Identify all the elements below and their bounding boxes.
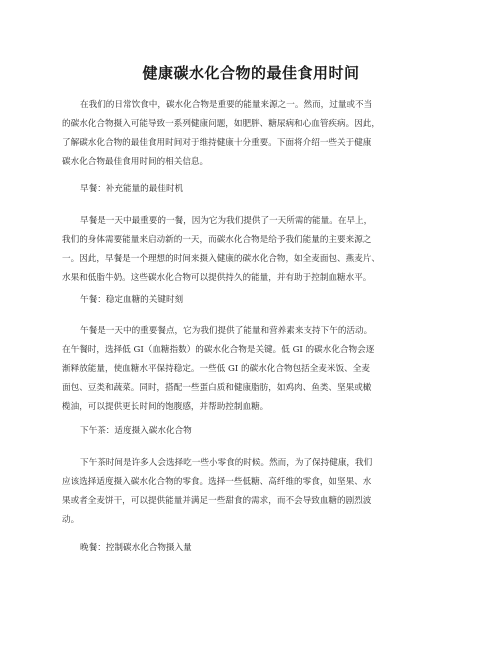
paragraph-line: 应该选择适度摄入碳水化合物的零食。选择一些低糖、高纤维的零食，如坚果、水 xyxy=(62,477,372,487)
paragraph-line: 午餐是一天中的重要餐点，它为我们提供了能量和营养素来支持下午的活动。 xyxy=(80,326,373,336)
afternoon-tea-paragraph xyxy=(62,454,442,530)
paragraph-line: 一。因此，早餐是一个理想的时间来摄入健康的碳水化合物，如全麦面包、燕麦片、 xyxy=(62,254,380,264)
paragraph-line: 的碳水化合物摄入可能导致一系列健康问题，如肥胖、糖尿病和心血管疾病。因此， xyxy=(62,119,380,129)
paragraph-line: 了解碳水化合物的最佳食用时间对于维持健康十分重要。下面将介绍一些关于健康 xyxy=(62,138,372,148)
section-heading-breakfast: 早餐：补充能量的最佳时机 xyxy=(80,184,184,194)
section-heading-lunch: 午餐：稳定血糖的关键时刻 xyxy=(80,295,184,305)
paragraph-line: 水果和低脂牛奶。这些碳水化合物可以提供持久的能量，并有助于控制血糖水平。 xyxy=(62,273,372,283)
intro-paragraph xyxy=(62,96,442,172)
section-heading-afternoon-tea: 下午茶：适度摄入碳水化合物 xyxy=(80,426,192,436)
paragraph-line: 榄油，可以提供更长时间的饱腹感，并帮助控制血糖。 xyxy=(62,402,269,412)
paragraph-line: 我们的身体需要能量来启动新的一天，而碳水化合物是给予我们能量的主要来源之 xyxy=(62,235,372,245)
paragraph-line: 果或者全麦饼干，可以提供能量并满足一些甜食的需求，而不会导致血糖的剧烈波 xyxy=(62,496,372,506)
paragraph-line: 早餐是一天中最重要的一餐，因为它为我们提供了一天所需的能量。在早上， xyxy=(80,216,373,226)
paragraph-line: 在我们的日常饮食中，碳水化合物是重要的能量来源之一。然而，过量或不当 xyxy=(80,100,373,110)
paragraph-line: 动。 xyxy=(62,515,80,525)
section-heading-dinner: 晚餐：控制碳水化合物摄入量 xyxy=(80,543,192,553)
lunch-paragraph xyxy=(62,322,442,417)
paragraph-line: 渐释放能量，使血糖水平保持稳定。一些低 GI 的碳水化合物包括全麦米饭、全麦 xyxy=(62,364,370,374)
paragraph-line: 下午茶时间是许多人会选择吃一些小零食的时候。然而，为了保持健康，我们 xyxy=(80,458,373,468)
paragraph-line: 在午餐时，选择低 GI（血糖指数）的碳水化合物是关键。低 GI 的碳水化合物会逐 xyxy=(62,345,375,355)
breakfast-paragraph xyxy=(62,212,442,288)
paragraph-line: 碳水化合物最佳食用时间的相关信息。 xyxy=(62,157,209,167)
document-title: 健康碳水化合物的最佳食用时间 xyxy=(142,64,360,82)
paragraph-line: 面包、豆类和蔬菜。同时，搭配一些蛋白质和健康脂肪，如鸡肉、鱼类、坚果或橄 xyxy=(62,383,372,393)
